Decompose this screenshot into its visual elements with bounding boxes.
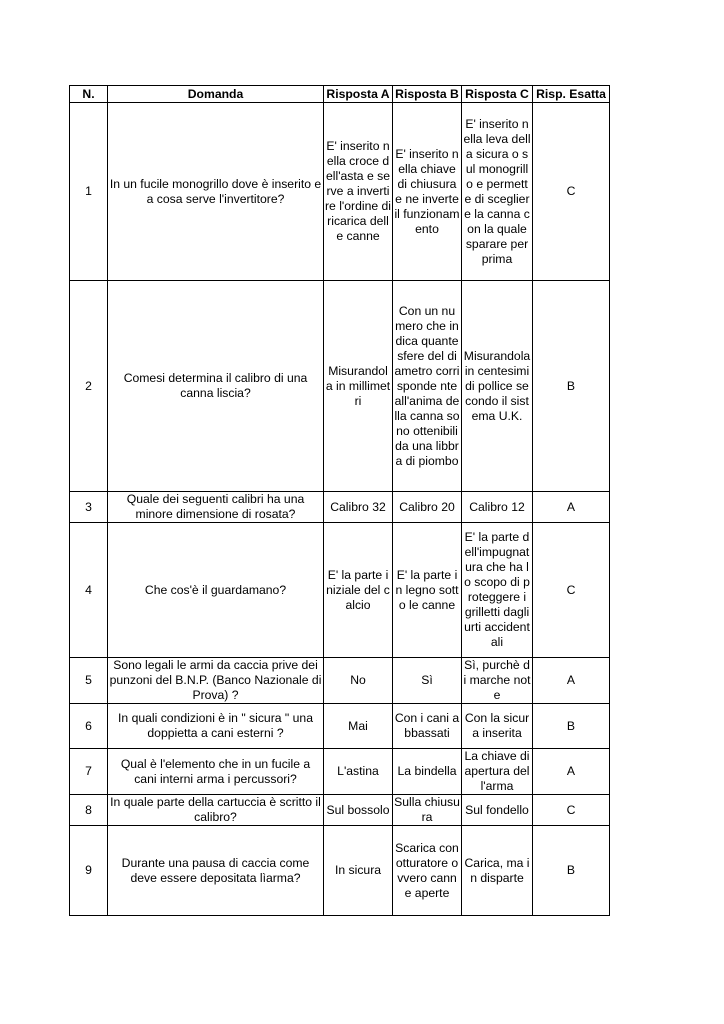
row-number: 1 [70,103,108,281]
question-text: In un fucile monogrillo dove è inserito e a cosa serve l'invertitore? [108,103,324,281]
table-row [70,795,610,826]
table-row [70,658,610,704]
header-correct-answer: Risp. Esatta [533,86,610,103]
row-number: 3 [70,492,108,523]
answer-b: Scarica con otturatore ovvero canne aperte [393,826,462,916]
table-row [70,523,610,658]
answer-b: Sì [393,658,462,704]
answer-c: Con la sicura inserita [462,704,533,749]
question-text: In quale parte della cartuccia è scritto il calibro? [108,795,324,826]
row-number: 6 [70,704,108,749]
header-question: Domanda [108,86,324,103]
question-text: Comesi determina il calibro di una canna liscia? [108,281,324,492]
table-row [70,749,610,795]
table-row [70,704,610,749]
header-answer-a: Risposta A [324,86,393,103]
answer-c: Sì, purchè di marche note [463,658,531,702]
question-text: Quale dei seguenti calibri ha una minore dimensione di rosata? [108,492,324,523]
answer-b: Sulla chiusura [394,795,460,824]
question-text: Che cos'è il guardamano? [108,523,324,658]
answer-c: Misurandola in centesimi di pollice secondo il sistema U.K. [462,281,533,492]
answer-b: Con i cani abbassati [393,704,462,749]
row-number: 7 [70,749,108,795]
answer-b: La bindella [393,749,462,795]
answer-a: Sul bossolo [324,795,393,826]
answer-a: L'astina [324,749,393,795]
answer-a: No [324,658,393,704]
answer-a: E' inserito nella croce dell'asta e serve a invertire l'ordine di ricarica delle canne [324,103,393,281]
header-number: N. [70,86,108,103]
row-number: 9 [70,826,108,916]
table-row [70,492,610,523]
answer-c: La chiave di apertura dell'arma [462,749,533,795]
answer-a: Mai [324,704,393,749]
answer-c: Carica, ma in disparte [462,826,533,916]
header-answer-c: Risposta C [462,86,533,103]
correct-answer: A [533,749,610,795]
answer-c: Sul fondello [462,795,533,826]
correct-answer: C [533,103,610,281]
answer-b: E' inserito nella chiave di chiusura e ne inverte il funzionamento [393,103,462,281]
header-answer-b: Risposta B [393,86,462,103]
answer-c: E' la parte dell'impugnatura che ha lo scopo di proteggere i grilletti dagli urti accidentali [462,523,533,658]
question-text: Durante una pausa di caccia come deve essere depositata lìarma? [108,826,324,916]
answer-a: E' la parte iniziale del calcio [324,523,393,658]
table-row [70,826,610,916]
row-number: 4 [70,523,108,658]
correct-answer: A [533,658,610,704]
question-text: Sono legali le armi da caccia prive dei punzoni del B.N.P. (Banco Nazionale di Prova) ? [108,658,324,704]
correct-answer: B [533,704,610,749]
answer-a: Misurandola in millimetri [324,281,393,492]
row-number: 2 [70,281,108,492]
row-number: 8 [70,795,108,826]
table-row [70,281,610,492]
header-row [70,86,610,103]
answer-b: Calibro 20 [393,492,462,523]
answer-c: Calibro 12 [462,492,533,523]
row-number: 5 [70,658,108,704]
quiz-table [69,85,610,916]
answer-a: Calibro 32 [324,492,393,523]
answer-b: E' la parte in legno sotto le canne [393,523,462,658]
table-row [70,103,610,281]
answer-b: Con un numero che indica quante sfere del diametro corrisponde nte all'anima della canna sono ottenibili da una libbra di piombo [393,281,462,492]
answer-a: In sicura [324,826,393,916]
question-text: Qual è l'elemento che in un fucile a cani interni arma i percussori? [108,749,324,795]
answer-c: E' inserito nella leva della sicura o sul monogrillo e permette di scegliere la canna con la quale sparare per prima [462,103,533,281]
correct-answer: C [533,523,610,658]
correct-answer: B [533,826,610,916]
correct-answer: C [533,795,610,826]
correct-answer: B [533,281,610,492]
question-text: In quali condizioni è in " sicura " una doppietta a cani esterni ? [108,704,324,749]
correct-answer: A [533,492,610,523]
